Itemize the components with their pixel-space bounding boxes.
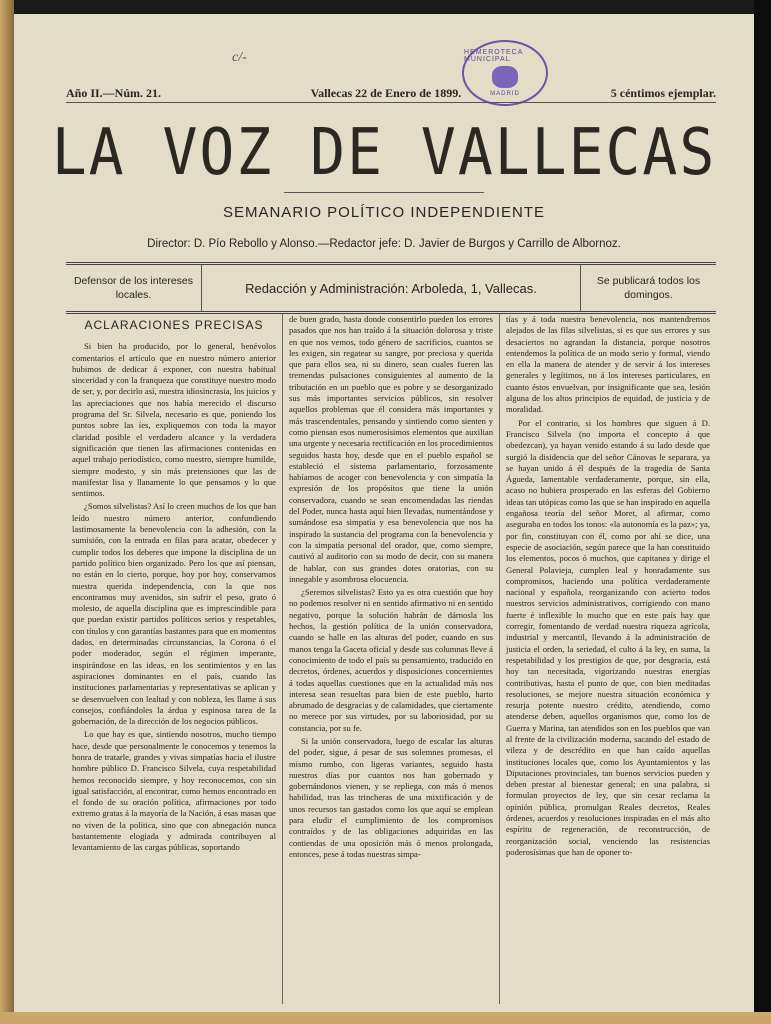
place-date: Vallecas 22 de Enero de 1899. [310,86,462,100]
paragraph: ¿Somos silvelistas? Así lo creen muchos de los que han leído nuestro número anterior, confundiendo lastimosamente la benevolencia con la adhesión, con la sumisión, con la entrada en filas para acatar, obedecer y cumplir todos los deberes que impone la disciplina de un partido político bien organizado. Pero los que así piensan, no están en lo cierto, porque, hoy por hoy, conservamos nuestra querida independencia, con la que nos encontramos muy avenidos, sin sufrir el peso, grato ó molesto, de aquella disciplina que es imprescindible para que puedan existir partidos políticos serios y respetables, con títulos y con garantías bastantes para que en momentos dados, en determinadas circunstancias, la Corona ó el poder moderador, según el régimen imperante, inspirándose en las ideas, en los sentimientos y en las aspiraciones dominantes en el país, cuando las instituciones parlamentarias y representativas se aplican y se desenvuelven con lealtad y con nobleza, les llame á sus consejos, confiándoles la árdua y espinosa tarea de la gobernación, de la dirección de los negocios públicos. [72,501,276,727]
stamp-seal-icon [492,66,518,88]
masthead-topline [66,86,716,101]
issue-number: Año II.—Núm. 21. [66,86,162,100]
banner-right: Se publicará todos los domingos. [596,275,701,301]
article-heading: ACLARACIONES PRECISAS [84,318,264,332]
title-ornament-rule [284,192,484,193]
paragraph: Si la unión conservadora, luego de escalar las alturas del poder, sigue, á pesar de sus solemnes promesas, el mismo rumbo, con ligeras variantes, seguido hasta nuestros días por cuantos nos han gobernado y gobernándonos vienen, y se repliega, con más ó menos habilidad, tras las trincheras de una mixtificación y de unos recursos tan gastados como los que aquí se emplean para eludir el cumplimiento de los compromisos contraídos y de las obligaciones adquiridas en las contiendas de una oposición más ó menos prolongada, entonces, pese á todas nuestras simpa- [289,735,493,859]
info-banner [66,262,716,314]
topline-rule [66,102,716,103]
paragraph: tías y á toda nuestra benevolencia, nos mantendremos alejados de las filas silvelistas, si es que sus errores y sus desaciertos no agrandan la distancia, porque nosotros entendemos la política de un modo serio y formal, viendo en ella la manera de atender y de servir á los intereses generales y legítimos, no á los intereses particulares, en cuanto éstos envuelvan, por insignificante que sea, lesión alguna de los altos principios de equidad, de justicia y de moralidad. [506,314,710,415]
scan-bottom-edge [0,1012,771,1024]
stamp-top-text: HEMEROTECA MUNICIPAL [464,49,524,63]
paragraph: Por el contrario, si los hombres que siguen á D. Francisco Silvela (no importa el concepto á que obedezcan), ya hayan venido estando á su lado desde que surgió la disidencia que del señor Cánovas le separara, ya se hayan unido á él después de la tragedia de Santa Águeda, lamentable verdaderamente, porque, sin ella, acaso no hubiera prosperado en las esferas del Gobierno ideas tan utópicas como las que se han inspirado en aquella engañosa teoría del señor Moret, al afirmar, como aseguraba en todos los tonos: «la autonomía es la paz»; ya, por fin, constituyan con él, como por ahí se dice, una especie de asociación, según parece que la han constituido los elementos, pocos ó muchos, que capitanea y dirige el General Polavieja, cumplen leal y honradamente sus compromisos, haciendo una política verdaderamente nacional y española, reorganizando con acierto todos nuestros servicios administrativos, corrigiendo con mano fuerte é inflexible lo mucho que en este país hay que corregir, fomentando de verdad nuestra riqueza agrícola, industrial y mercantil, llevando á la administración de justicia el orden, la seriedad, el culto á la ley, en suma, la respetabilidad y los prestigios de que, por desgracia, está hoy tan necesitada, vigorizando nuestras energías contributivas, hasta el punto de que, con bien meditadas resoluciones, se mejore nuestra situación económica y resurja potente nuestro crédito, atendiendo, como atenderse deben, aquellos organismos que, como los de Guerra y Marina, tan atendidos son en los pueblos que van al frente de la civilización moderna, sacando del estado de vileza y de descrédito en que han caído aquellas instituciones locales que, como los Ayuntamientos y las Diputaciones provinciales, tan buenos servicios pueden y deben prestar al bienestar general; en una palabra, si formulan proyectos de ley, que sin cesar reclama la opinión pública, promulgan Reales decretos, Reales órdenes, acuerdos y resoluciones inspiradas en el más alto espíritu de regeneración, de reconstrucción, de reorganización social, venciendo las resistencias poderosísimas que han de oponer to- [506,417,710,857]
column-2 [282,314,499,1004]
column-1 [66,314,282,1004]
paper-binding-edge [0,0,14,1024]
paragraph: Si bien ha producido, por lo general, benévolos comentarios el artículo que en nuestro número anterior hubimos de dedicar á exponer, con nuestra habitual sinceridad y con la franqueza que constituye nuestro modo de ser, y, por decirlo así, nuestra idiosincrasia, los juicios y las apreciaciones que nos había merecido el discurso programa del Sr. Silvela, necesario es que, poniendo los puntos sobre las íes, expliquemos con toda la mayor claridad posible el verdadero alcance y la verdadera significación que tienen las afirmaciones contenidas en aquel trabajo periodístico, como nuestro, siempre humilde, siempre modesto, y sin más pretensiones que las de manifestar lisa y llanamente lo que pensamos y lo que sentimos. [72,341,276,499]
stamp-bottom-text: MADRID [490,91,520,97]
paragraph: ¿Seremos silvelistas? Esto ya es otra cuestión que hoy no podemos resolver ni en sentido afirmativo ni en sentido negativo, porque la solución habrán de dárnosla los hechos, la gestión política de la unión conservadora, cuando se halle en las alturas del poder, cuando en sus manos tenga la Gaceta oficial y desde sus columnas lleve á conocimiento de todo el país su pensamiento, traducido en decretos, órdenes, acuerdos y disposiciones concernientes á todas aquellas cuestiones que en la actualidad más nos interesa sean resueltas para bien de este pueblo, harto abrumado de desgracias y de calamidades, que ciertamente no merece por sus virtudes, por su laboriosidad, por su constancia, por su fe. [289,587,493,733]
pencil-annotation: c/- [232,50,247,65]
newspaper-title: LA VOZ DE VALLECAS [51,114,717,190]
column-3 [499,314,716,1004]
newspaper-page [14,14,754,1012]
banner-left: Defensor de los intereses locales. [66,265,202,311]
price: 5 céntimos ejemplar. [610,86,716,100]
paragraph: de buen grado, hasta donde consentirlo pueden los errores pasados que nos han traído á la situación dolorosa y triste en que nos vemos, todo género de sacrificios, cuantos se les exigen, sin regatear su sangre, por preciosa y querida que para ellos sea, ni su dinero, sean cuales fueren las tremendas pulsaciones consiguientes al aumento de la tributación en un pueblo que es pobre y se desorganizado sus más importantes servicios públicos, sin resolver aquellos problemas que él considera más importantes y más trascendentales, pensando y sintiendo como sienten y como piensan esos numerosísimos elementos que auxilian una urgente y necesaria rectificación en los procedimientos seguidos hasta hoy, desde que en el pueblo español se estableció el sistema parlamentario, forzosamente habíamos de acoger con benevolencia y con simpatía la expresión de los propósitos que tiene la unión conservadora, cuando se sean encomendadas las riendas del Poder, nunca hasta aquí bien llevadas, numentándose y sumándose esa simpatía y esa benevolencia que nos ha inspirado la sustancia del programa con la benevolencia y con la simpatía personal del orador, que, como siempre, cautivó al auditorio con su modo de decir, con su manera de hablar, con sus grandes dotes oratorias, con su innegable y asombrosa elocuencia. [289,314,493,584]
article-columns [66,314,716,1004]
directors-line: Director: D. Pío Rebollo y Alonso.—Redactor jefe: D. Javier de Burgos y Carrillo de Albornoz. [147,238,621,250]
scan-background [754,0,771,1024]
banner-middle: Redacción y Administración: Arboleda, 1, Vallecas. [202,265,581,311]
newspaper-subtitle: SEMANARIO POLÍTICO INDEPENDIENTE [222,204,546,221]
paragraph: Lo que hay es que, sintiendo nosotros, mucho tiempo hace, desde que personalmente le conocemos y tenemos la honra de tratarle, grandes y vivas simpatías hacia el ilustre hombre público D. Francisco Silvela, cuya respetabilidad hemos reconocido siempre, y hoy reconocemos, con sin igual satisfacción, al encontrar, como hemos encontrado en el fondo de su oración política, afirmaciones por todo extremo gratas á la mayoría de la Nación, á esas masas que no viven de la política, sino que con abnegación nunca bastantemente elogiada y admirada contribuyen al levantamiento de las cargas públicas, soportando [72,729,276,853]
